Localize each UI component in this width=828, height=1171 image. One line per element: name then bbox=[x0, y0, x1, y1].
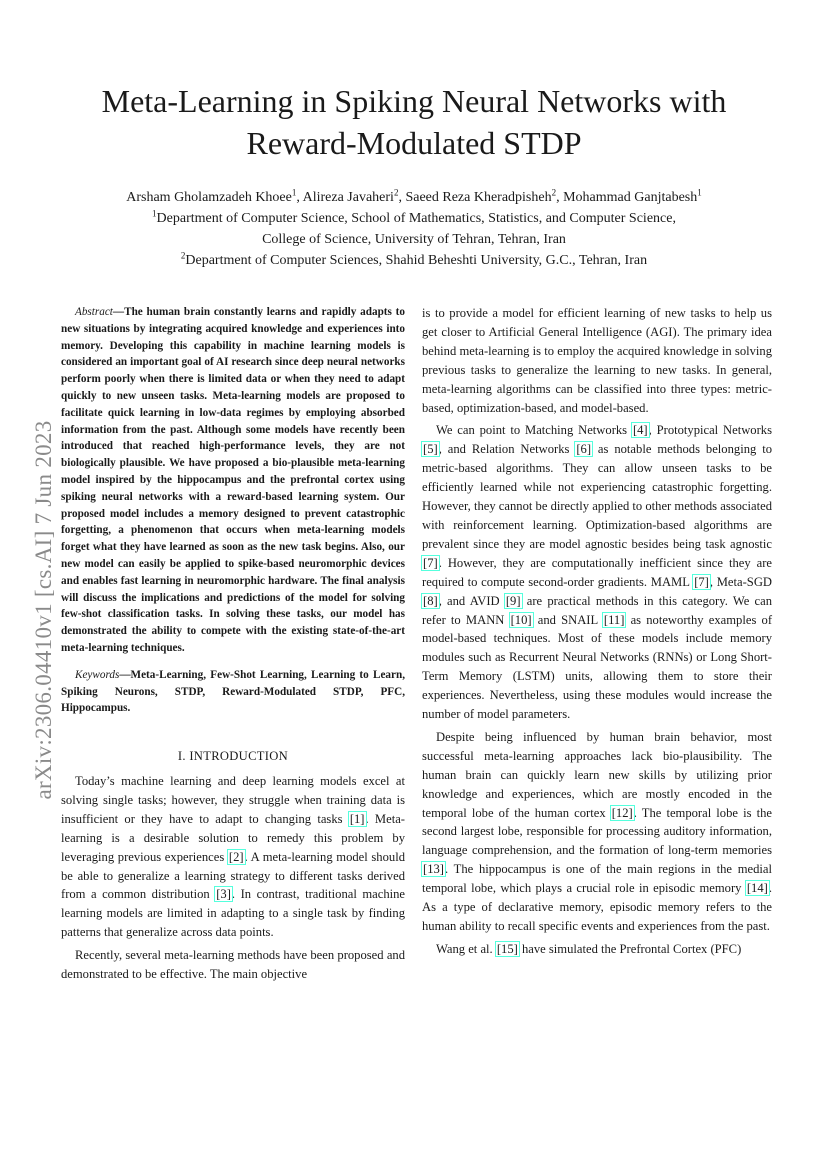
citation-link[interactable]: [1] bbox=[349, 811, 365, 826]
affiliation-1-cont: College of Science, University of Tehran, Tehran, Iran bbox=[262, 232, 566, 247]
citation-link[interactable]: [12] bbox=[611, 805, 633, 820]
affiliation-marker: 1 bbox=[697, 187, 702, 198]
citation-link[interactable]: [15] bbox=[496, 941, 518, 956]
affiliation-marker: 2 bbox=[551, 187, 557, 198]
citation-link[interactable]: [2] bbox=[228, 849, 244, 864]
right-column bbox=[422, 304, 772, 963]
author-name: Arsham Gholamzadeh Khoee bbox=[126, 190, 292, 205]
citation-link[interactable]: [8] bbox=[423, 593, 438, 608]
keywords: Keywords—Meta-Learning, Few-Shot Learning, Learning to Learn, Spiking Neurons, STDP, Reward-Modulated STDP, PFC, Hippocampus. bbox=[61, 668, 405, 715]
affiliation-marker: 2 bbox=[393, 187, 399, 198]
paragraph: Today’s machine learning and deep learning models excel at solving single tasks; however, they struggle when training data is insufficient or they have to adapt to changing tasks [1]. Meta-learning is a desirable solution to remedy this problem by leveraging previous experiences [2]. A meta-learning model should be able to generalize a learning strategy to different tasks derived from a common distribution [3]. In contrast, traditional machine learning models are limited in adapting to a single task by finding patterns that generalize across data points. bbox=[61, 774, 405, 940]
affiliation-2: $^2$Department of Computer Sciences, Shahid Beheshti University, G.C., Tehran, Iran bbox=[180, 250, 648, 268]
paragraph: Wang et al. [15] have simulated the Prefrontal Cortex (PFC) bbox=[436, 941, 742, 956]
author-block bbox=[40, 187, 788, 271]
paragraph: Despite being influenced by human brain behavior, most successful meta-learning approaches lack bio-plausibility. The human brain can quickly learn new skills by utilizing prior knowledge and experiences, which are mostly encoded in the temporal lobe of the human cortex [12]. The temporal lobe is the second largest lobe, responsible for processing auditory information, language comprehension, and the formation of long-term memories [13]. The hippocampus is one of the main regions in the medial temporal lobe, which plays a crucial role in episodic memory [14]. As a type of declarative memory, episodic memory refers to the human ability to recall specific events and experiences from the past. bbox=[422, 729, 772, 933]
section-heading: I. INTRODUCTION bbox=[177, 749, 289, 764]
author-name: Saeed Reza Kheradpisheh bbox=[405, 190, 552, 205]
arxiv-stamp: arXiv:2306.04410v1 [cs.AI] 7 Jun 2023 bbox=[31, 420, 56, 800]
citation-link[interactable]: [3] bbox=[216, 887, 231, 902]
abstract: Abstract—The human brain constantly learns and rapidly adapts to new situations by integrating acquired knowledge and experiences into memory. Developing this capability in machine learning models is considered an important goal of AI research since deep neural networks perform poorly when there is limited data or when they need to adapt quickly to new unseen tasks. Meta-learning models are proposed to facilitate quick learning in low-data regimes by employing absorbed information from the past. Although some models have recently been introduced that reached high-performance levels, they are not biologically plausible. We have proposed a bio-plausible meta-learning model inspired by the hippocampus and the prefrontal cortex using spiking neural networks with a reward-based learning system. Our proposed model includes a memory designed to prevent catastrophic forgetting, a phenomenon that occurs when meta-learning models forget what they have learned as soon as the new task begins. Also, our new model can easily be applied to spike-based neuromorphic devices and enables fast learning in neuromorphic hardware. The final analysis will discuss the implications and predictions of the model for solving few-shot classification tasks. In solving these tasks, our model has demonstrated the ability to compete with the existing state-of-the-art meta-learning techniques. bbox=[61, 306, 405, 654]
citation-link[interactable]: [9] bbox=[505, 593, 521, 608]
affiliation-marker: 1 bbox=[291, 187, 297, 198]
author-list: Arsham Gholamzadeh Khoee$^1$, Alireza Javaheri$^2$, Saeed Reza Kheradpisheh$^2$, Mohammad Ganjtabesh$^1$ bbox=[126, 187, 702, 205]
affiliation-1: $^1$Department of Computer Science, School of Mathematics, Statistics, and Computer Science, bbox=[152, 208, 676, 226]
title-line-2: Reward-Modulated STDP bbox=[246, 125, 582, 161]
title-line-1: Meta-Learning in Spiking Neural Networks with bbox=[101, 83, 727, 119]
citation-link[interactable]: [5] bbox=[423, 442, 438, 457]
paper-title bbox=[60, 80, 768, 164]
citation-link[interactable]: [4] bbox=[632, 423, 648, 438]
citation-link[interactable]: [14] bbox=[746, 881, 768, 896]
author-name: Alireza Javaheri bbox=[302, 190, 394, 205]
citation-link[interactable]: [11] bbox=[603, 612, 625, 627]
left-column bbox=[61, 304, 405, 988]
paragraph: Recently, several meta-learning methods have been proposed and demonstrated to be effective. The main objective bbox=[61, 948, 405, 982]
author-name: Mohammad Ganjtabesh bbox=[563, 190, 698, 205]
citation-link[interactable]: [6] bbox=[576, 442, 592, 457]
citation-link[interactable]: [7] bbox=[694, 574, 709, 589]
citation-link[interactable]: [10] bbox=[510, 612, 532, 627]
citation-link[interactable]: [7] bbox=[423, 555, 438, 570]
paragraph: We can point to Matching Networks [4], Prototypical Networks [5], and Relation Networks [6] as notable methods belonging to metric-based algorithms. They can allow unseen tasks to be efficiently learned while not experiencing catastrophic forgetting. However, they cannot be directly applied to other methods associated with reinforcement learning. Optimization-based algorithms are prevalent since they are model agnostic besides being task agnostic [7]. However, they are computationally inefficient since they are required to compute second-order gradients. MAML [7], Meta-SGD [8], and AVID [9] are practical methods in this category. We can refer to MANN [10] and SNAIL [11] as noteworthy examples of model-based techniques. Most of these models include memory modules such as Recurrent Neural Networks (RNNs) or Long Short-Term Memory (LSTM) units, allowing them to store their experiences. Nevertheless, using these modules would increase the number of model parameters. bbox=[422, 423, 773, 722]
paragraph: is to provide a model for efficient learning of new tasks to help us get closer to Artificial General Intelligence (AGI). The primary idea behind meta-learning is to employ the acquired knowledge in solving previous tasks to generalize the learning to new tasks. In general, meta-learning algorithms can be classified into three types: metric-based, optimization-based, and model-based. bbox=[422, 306, 772, 415]
citation-link[interactable]: [13] bbox=[423, 862, 444, 877]
